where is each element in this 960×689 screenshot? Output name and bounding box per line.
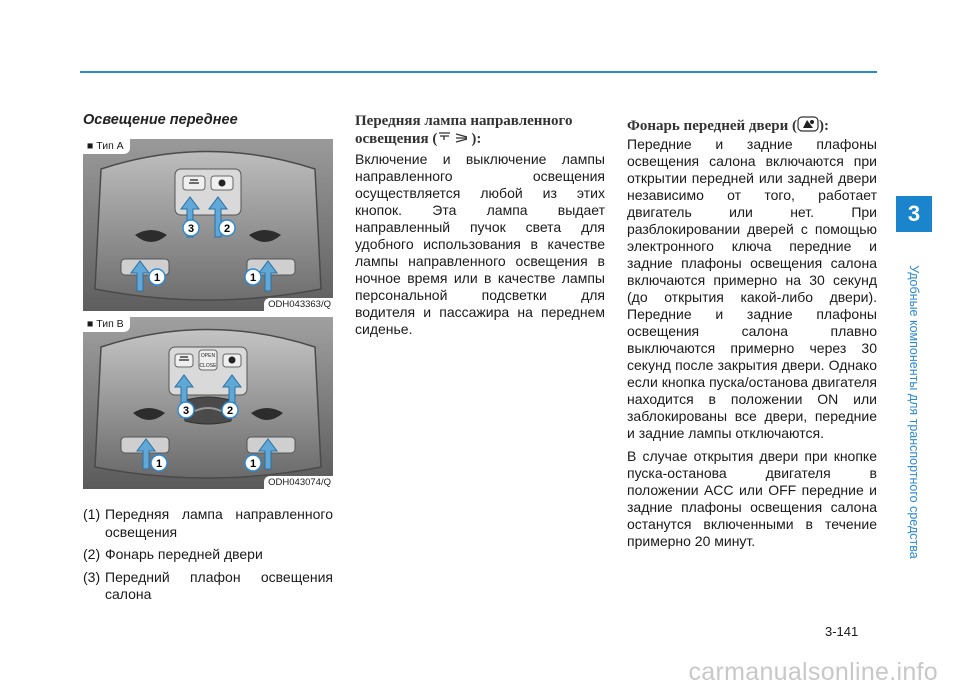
page-number: 3-141 xyxy=(825,624,859,639)
chapter-number-tab xyxy=(896,196,932,232)
callout-1-right: 1 xyxy=(249,272,257,284)
callout-3: 3 xyxy=(182,405,190,417)
map-lamp-heading xyxy=(355,113,605,149)
chapter-side-title: Удобные компоненты для транспортного средства xyxy=(907,265,921,559)
chapter-number: 3 xyxy=(907,201,921,226)
caption-item xyxy=(83,546,333,564)
caption-item xyxy=(83,569,333,604)
watermark: carmanualsonline.info xyxy=(688,658,938,686)
console-close-label: CLOSE xyxy=(199,363,217,369)
door-lamp-paragraph-1: Передние и задние плафоны освещения салона включаются при открытии передней или задней двери независимо от того, работает двигатель или нет. При разблокировании дверей с помощью электронного ключа передние и задние плафоны освещения салона включаются примерно на 30 секунд (до открытия какой-либо двери). Передние и задние плафоны освещения салона плавно выключаются примерно через 30 секунд после закрытия двери. Однако если кнопка пуска/останова двигателя находится в положении ON или заблокированы все двери, передние и задние лампы отключаются. xyxy=(627,136,877,441)
caption-number: (3) xyxy=(83,568,101,585)
figure-b-code: ODH043074/Q xyxy=(264,476,333,489)
callout-2: 2 xyxy=(223,223,231,235)
heading-line-2: освещения ( ): xyxy=(355,130,605,149)
callout-1-left: 1 xyxy=(153,272,161,284)
overhead-console-b-illustration xyxy=(83,317,333,489)
door-lamp-body xyxy=(627,136,877,550)
callout-2: 2 xyxy=(226,405,234,417)
map-lamp-icon xyxy=(437,130,471,149)
section-title: Освещение переднее xyxy=(83,112,238,128)
figure-type-a xyxy=(83,139,333,311)
caption-number: (1) xyxy=(83,506,101,522)
caption-number: (2) xyxy=(83,546,101,562)
caption-item xyxy=(83,506,333,541)
callout-3: 3 xyxy=(187,223,195,235)
caption-text: Передний плафон освещения салона xyxy=(105,568,333,602)
figure-type-b xyxy=(83,317,333,489)
map-lamp-body: Включение и выключение лампы направленного освещения осуществляется любой из этих кнопок. Эта лампа выдает направленный пучок света для удобного использования в качестве лампы направленного освещения в ночное время или в качестве лампы персональной подсветки для водителя и пассажира на переднем сиденье. xyxy=(355,151,605,337)
heading-line-1: Передняя лампа направленного xyxy=(355,113,573,129)
door-lamp-paragraph-2: В случае открытия двери при кнопке пуска-останова двигателя в положении ACC или OFF передние и задние плафоны освещения салона останутся включенными в течение примерно 20 минут. xyxy=(627,448,877,549)
type-a-label: ■ Тип A xyxy=(83,139,130,154)
figure-a-code: ODH043363/Q xyxy=(264,298,333,311)
door-lamp-heading: Фонарь передней двери ( ): xyxy=(627,116,877,137)
top-rule xyxy=(80,71,877,73)
console-open-label: OPEN xyxy=(200,353,216,359)
caption-list xyxy=(83,506,333,609)
type-b-label: ■ Тип B xyxy=(83,317,130,332)
callout-1-left: 1 xyxy=(155,458,163,470)
caption-text: Фонарь передней двери xyxy=(105,546,263,562)
door-lamp-icon xyxy=(797,116,819,137)
callout-1-right: 1 xyxy=(249,458,257,470)
caption-text: Передняя лампа направленного освещения xyxy=(105,506,333,540)
overhead-console-a-illustration xyxy=(83,139,333,311)
